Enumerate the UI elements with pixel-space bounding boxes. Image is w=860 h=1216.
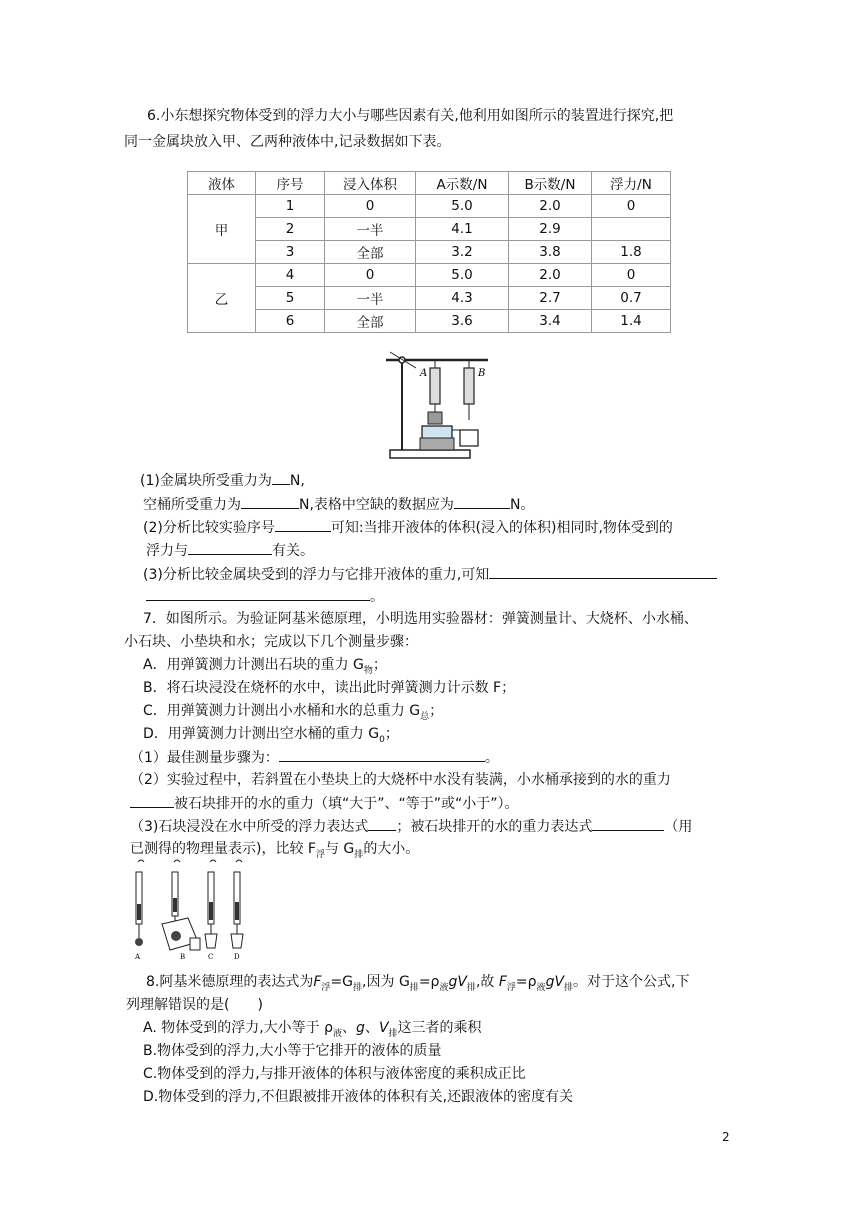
table-header-cell: 液体: [188, 172, 256, 195]
q7-step-c-sub: 总: [420, 711, 430, 722]
table-cell: 一半: [325, 287, 416, 310]
table-cell: 1: [256, 195, 325, 218]
q8-option-d: D.物体受到的浮力,不但跟被排开液体的体积有关,还跟液体的密度有关: [143, 1089, 574, 1105]
q8-eq-g: =G: [330, 974, 354, 990]
q6-part2-line-1: [143, 517, 673, 538]
label-b: B: [180, 953, 186, 961]
page-number: 2: [722, 1130, 730, 1144]
q6-p1b-text-1: 空桶所受重力为: [143, 497, 241, 513]
q7-experiment-figure: [126, 858, 256, 962]
answer-blank[interactable]: [368, 816, 396, 831]
q7-step-d: [143, 724, 399, 750]
q7-part1: [130, 747, 499, 768]
q7-p3-sub-fu: 浮: [315, 849, 325, 860]
q7-step-a-sub: 物: [363, 665, 373, 676]
q8-sym-g: g: [545, 974, 555, 990]
table-cell: 2.0: [509, 195, 592, 218]
answer-blank[interactable]: [146, 586, 370, 601]
q6-part2-line-2: [146, 540, 314, 561]
table-header-cell: 序号: [256, 172, 325, 195]
table-cell: 2.9: [509, 218, 592, 241]
table-cell: 1.4: [592, 310, 671, 333]
table-cell: 5.0: [416, 195, 509, 218]
table-cell: 4: [256, 264, 325, 287]
setup-d: [231, 860, 243, 961]
q6-p3-end: 。: [370, 589, 384, 605]
q8-eq-rho: =ρ: [515, 974, 537, 990]
q8-eq-rho: =ρ: [418, 974, 440, 990]
q6-part1-line-a: [140, 470, 305, 491]
table-cell: 0: [592, 264, 671, 287]
q7-intro-line-1: 7．如图所示。为验证阿基米德原理，小明选用实验器材：弹簧测量计、大烧杯、小水桶、: [143, 611, 698, 627]
q8-sub-ye: 液: [333, 1028, 343, 1039]
q8-option-b: B.物体受到的浮力,大小等于它排开的液体的质量: [143, 1043, 442, 1059]
q8-opt-a-3: 这三者的乘积: [397, 1020, 482, 1036]
answer-blank[interactable]: [592, 816, 664, 831]
q7-p3-text-4a: 已测得的物理量表示)，比较 F: [130, 841, 316, 857]
label-a: A: [420, 368, 428, 379]
q7-step-a-text: A．用弹簧测力计测出石块的重力 G: [143, 657, 364, 673]
q8-intro-line-1: [146, 972, 690, 998]
q8-sym-g: g: [448, 974, 458, 990]
setup-a: [134, 860, 144, 961]
q7-step-c-end: ；: [429, 703, 444, 719]
q8-sub-pai: 排: [564, 982, 574, 993]
q8-sub-ye: 液: [536, 982, 546, 993]
table-header-row: [188, 172, 671, 195]
q8-intro-line-2: 列理解错误的是( ): [126, 997, 263, 1013]
q7-p3-text-4b: 与 G: [324, 841, 355, 857]
q6-part1-line-b: [143, 494, 534, 515]
q8-sym-v: V: [378, 1020, 389, 1036]
q7-intro-line-2: 小石块、小垫块和水；完成以下几个测量步骤：: [124, 634, 418, 650]
q8-so: ,故: [475, 974, 495, 990]
table-cell: 全部: [325, 241, 416, 264]
q8-because: ,因为 G: [362, 974, 410, 990]
q7-step-c-text: C．用弹簧测力计测出小水桶和水的总重力 G: [143, 703, 421, 719]
q7-step-b: B．将石块浸没在烧杯的水中，读出此时弹簧测力计示数 F；: [143, 680, 516, 696]
answer-blank[interactable]: [279, 747, 485, 762]
q6-p2-text-3: 浮力与: [146, 543, 188, 559]
q7-p3-text-2: ；被石块排开的水的重力表达式: [396, 819, 593, 835]
label-c: C: [208, 953, 214, 961]
q8-sub-fu: 浮: [321, 982, 331, 993]
table-cell: 全部: [325, 310, 416, 333]
answer-blank[interactable]: [188, 540, 272, 555]
q8-sub-pai: 排: [466, 982, 476, 993]
q7-p3-text-3: （用: [664, 819, 693, 835]
table-cell: 3.2: [416, 241, 509, 264]
table-cell: 5.0: [416, 264, 509, 287]
q8-sub-fu: 浮: [506, 982, 516, 993]
table-cell: 0: [592, 195, 671, 218]
q6-data-table: [187, 171, 671, 333]
table-cell: 3: [256, 241, 325, 264]
table-cell: 4.1: [416, 218, 509, 241]
table-cell: 0: [325, 195, 416, 218]
q8-tail: 。对于这个公式,下: [573, 974, 690, 990]
answer-blank[interactable]: [130, 793, 174, 808]
table-row: [188, 264, 671, 287]
answer-blank[interactable]: [241, 494, 299, 509]
q7-p1-text: （1）最佳测量步骤为：: [130, 750, 279, 766]
q8-opt-a-1: A. 物体受到的浮力,大小等于 ρ: [143, 1020, 334, 1036]
q7-p3-text-1: （3)石块浸没在水中所受的浮力表达式: [130, 819, 369, 835]
table-cell: 一半: [325, 218, 416, 241]
q7-step-d-end: ；: [384, 726, 399, 742]
q6-part3-line-1: [143, 564, 717, 585]
q6-p2-text-1: (2)分析比较实验序号: [143, 520, 275, 536]
table-row: [188, 195, 671, 218]
q8-option-a: [143, 1018, 482, 1044]
q8-opt-a-2: 、: [364, 1020, 379, 1036]
answer-blank[interactable]: [489, 564, 717, 579]
table-cell: 3.6: [416, 310, 509, 333]
table-row: [188, 310, 671, 333]
q6-apparatus-figure: [380, 350, 490, 462]
table-cell: 5: [256, 287, 325, 310]
q6-p1a-text: (1)金属块所受重力为: [140, 473, 272, 489]
table-header-cell: 浸入体积: [325, 172, 416, 195]
q8-opt-a-2: 、: [342, 1020, 357, 1036]
table-cell: 0.7: [592, 287, 671, 310]
table-cell: 2.0: [509, 264, 592, 287]
q7-part3-line-1: [130, 816, 692, 837]
table-cell: 3.8: [509, 241, 592, 264]
q7-step-a: [143, 655, 387, 681]
table-row: [188, 241, 671, 264]
q8-sym-v: V: [554, 974, 565, 990]
q8-sub-pai: 排: [409, 982, 419, 993]
table-cell: 4.3: [416, 287, 509, 310]
liquid-cell: 乙: [188, 264, 256, 333]
q7-p3-sub-pai: 排: [354, 849, 364, 860]
q6-intro-line-2: 同一金属块放入甲、乙两种液体中,记录数据如下表。: [124, 134, 451, 150]
answer-blank[interactable]: [454, 494, 510, 509]
q6-p1a-end: N,: [289, 473, 305, 489]
q6-part3-line-2: [146, 586, 384, 607]
setup-b: [162, 860, 200, 961]
answer-blank[interactable]: [272, 470, 290, 485]
q7-p3-text-4c: 的大小。: [363, 841, 420, 857]
q8-sub-pai: 排: [388, 1028, 398, 1039]
q7-part2-line-1: （2）实验过程中，若斜置在小垫块上的大烧杯中水没有装满，小水桶承接到的水的重力: [130, 772, 671, 788]
q8-sym-v: V: [457, 974, 467, 990]
q6-p1b-text-2: N,表格中空缺的数据应为: [299, 497, 454, 513]
q6-intro-line-1: 6.小东想探究物体受到的浮力大小与哪些因素有关,他利用如图所示的装置进行探究,把: [147, 108, 674, 124]
q6-p3-text-1: (3)分析比较金属块受到的浮力与它排开液体的重力,可知: [143, 567, 490, 583]
table-cell: 2: [256, 218, 325, 241]
table-header-cell: B示数/N: [509, 172, 592, 195]
table-row: [188, 287, 671, 310]
q7-part2-line-2: [130, 793, 519, 814]
table-cell: 3.4: [509, 310, 592, 333]
q7-step-c: [143, 701, 443, 727]
table-cell-empty: [592, 218, 671, 241]
table-cell: 1.8: [592, 241, 671, 264]
q6-p2-text-2: 可知:当排开液体的体积(浸入的体积)相同时,物体受到的: [330, 520, 673, 536]
q6-p1b-text-3: N。: [509, 497, 535, 513]
q8-sym-g: g: [356, 1020, 365, 1036]
label-a: A: [135, 953, 141, 961]
q8-sym-f: F: [498, 974, 507, 990]
q8-option-c: C.物体受到的浮力,与排开液体的体积与液体密度的乘积成正比: [143, 1066, 526, 1082]
q7-p2-text-2: 被石块排开的水的重力（填“大于”、“等于”或“小于”）。: [174, 796, 519, 812]
table-cell: 2.7: [509, 287, 592, 310]
table-row: [188, 218, 671, 241]
q7-step-a-end: ；: [372, 657, 387, 673]
label-d: D: [234, 953, 240, 961]
table-header-cell: A示数/N: [416, 172, 509, 195]
q8-intro-a: 8.阿基米德原理的表达式为: [146, 974, 314, 990]
table-cell: 0: [325, 264, 416, 287]
liquid-cell: 甲: [188, 195, 256, 264]
table-header-cell: 浮力/N: [592, 172, 671, 195]
q8-sym-f: F: [313, 974, 322, 990]
q7-step-d-sub: 0: [379, 734, 385, 745]
q6-p2-text-4: 有关。: [272, 543, 314, 559]
table-cell: 6: [256, 310, 325, 333]
answer-blank[interactable]: [275, 517, 331, 532]
label-b: B: [478, 368, 486, 379]
setup-c: [205, 860, 217, 961]
q7-step-d-text: D．用弹簧测力计测出空水桶的重力 G: [143, 726, 380, 742]
q8-sub-pai: 排: [353, 982, 363, 993]
q7-p1-end: 。: [484, 750, 499, 766]
q8-sub-ye: 液: [439, 982, 449, 993]
